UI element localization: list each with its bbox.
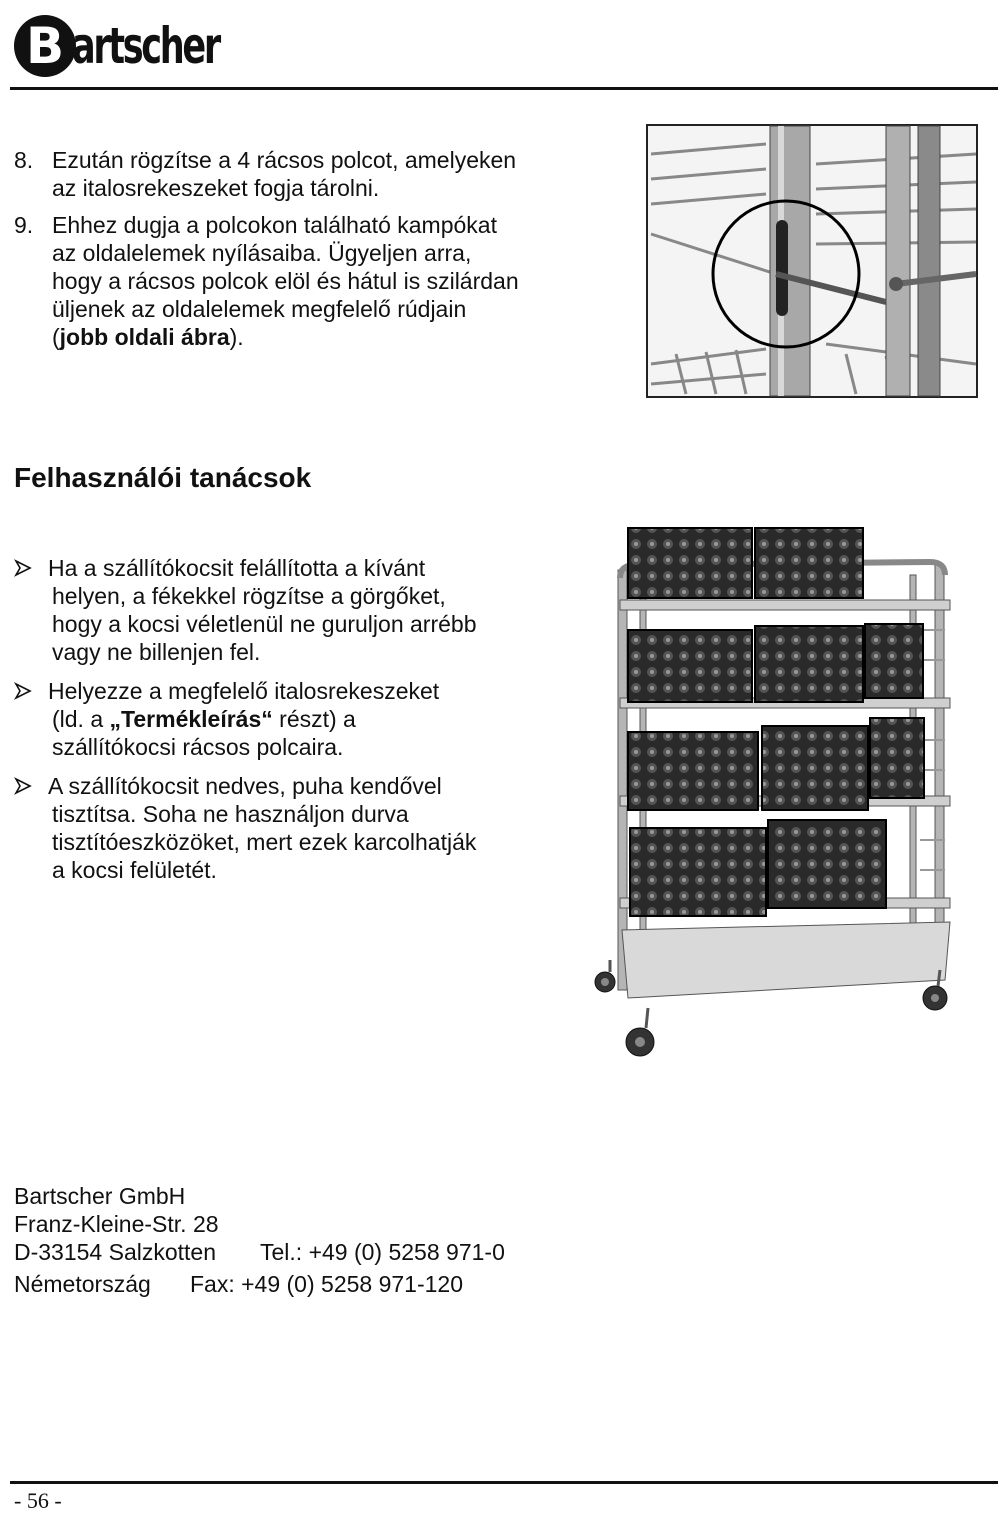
logo-wordmark: artscher bbox=[72, 17, 219, 75]
arrow-bullet-icon bbox=[14, 777, 32, 795]
step-9 bbox=[14, 211, 574, 351]
arrow-bullet-icon bbox=[14, 682, 32, 700]
step-number: 8. bbox=[14, 147, 34, 173]
step-line: Ehhez dugja a polcokon található kampókat bbox=[52, 212, 497, 238]
step-line: üljenek az oldalelemek megfelelő rúdjain bbox=[52, 296, 467, 322]
figure-reference: jobb oldali ábra bbox=[59, 324, 230, 350]
step-line: az oldalelemek nyílásaiba. Ügyeljen arra, bbox=[52, 240, 472, 266]
company-address bbox=[14, 1182, 505, 1298]
company-name: Bartscher GmbH bbox=[14, 1183, 186, 1209]
city: D-33154 Salzkotten bbox=[14, 1239, 217, 1265]
header-rule bbox=[10, 87, 998, 90]
country: Németország bbox=[14, 1271, 151, 1297]
step-line: (jobb oldali ábra). bbox=[52, 324, 244, 350]
footer-rule bbox=[10, 1481, 998, 1484]
tip-item: A szállítókocsit nedves, puha kendővel tisztítsa. Soha ne használjon durva tisztítóeszközöket, mert ezek karcolhatják a kocsi felületét. bbox=[14, 772, 554, 884]
product-description-ref: „Termékleírás“ bbox=[109, 706, 273, 732]
step-line: hogy a rácsos polcok elöl és hátul is szilárdan bbox=[52, 268, 519, 294]
shelf-hook-detail-figure bbox=[646, 124, 978, 398]
step-line: az italosrekeszeket fogja tárolni. bbox=[52, 175, 380, 201]
logo-initial: B bbox=[14, 15, 76, 77]
step-number: 9. bbox=[14, 212, 34, 238]
telephone: Tel.: +49 (0) 5258 971-0 bbox=[260, 1239, 505, 1265]
fax: Fax: +49 (0) 5258 971-120 bbox=[190, 1271, 463, 1297]
beverage-crate-trolley-figure bbox=[580, 520, 970, 1065]
page-number: - 56 - bbox=[14, 1488, 62, 1513]
brand-logo bbox=[14, 6, 260, 86]
arrow-bullet-icon bbox=[14, 559, 32, 577]
tip-item: Ha a szállítókocsit felállította a kívánt helyen, a fékekkel rögzítse a görgőket, hogy a kocsi véletlenül ne guruljon arrébb vagy ne billenjen fel. bbox=[14, 554, 554, 666]
tip-item: Helyezze a megfelelő italosrekeszeket (ld. a „Termékleírás“ részt) a szállítókocsi rácsos polcaira. bbox=[14, 677, 554, 761]
step-8 bbox=[14, 146, 574, 202]
section-heading: Felhasználói tanácsok bbox=[14, 462, 312, 493]
step-line: Ezután rögzítse a 4 rácsos polcot, amelyeken bbox=[52, 147, 517, 173]
street: Franz-Kleine-Str. 28 bbox=[14, 1211, 219, 1237]
